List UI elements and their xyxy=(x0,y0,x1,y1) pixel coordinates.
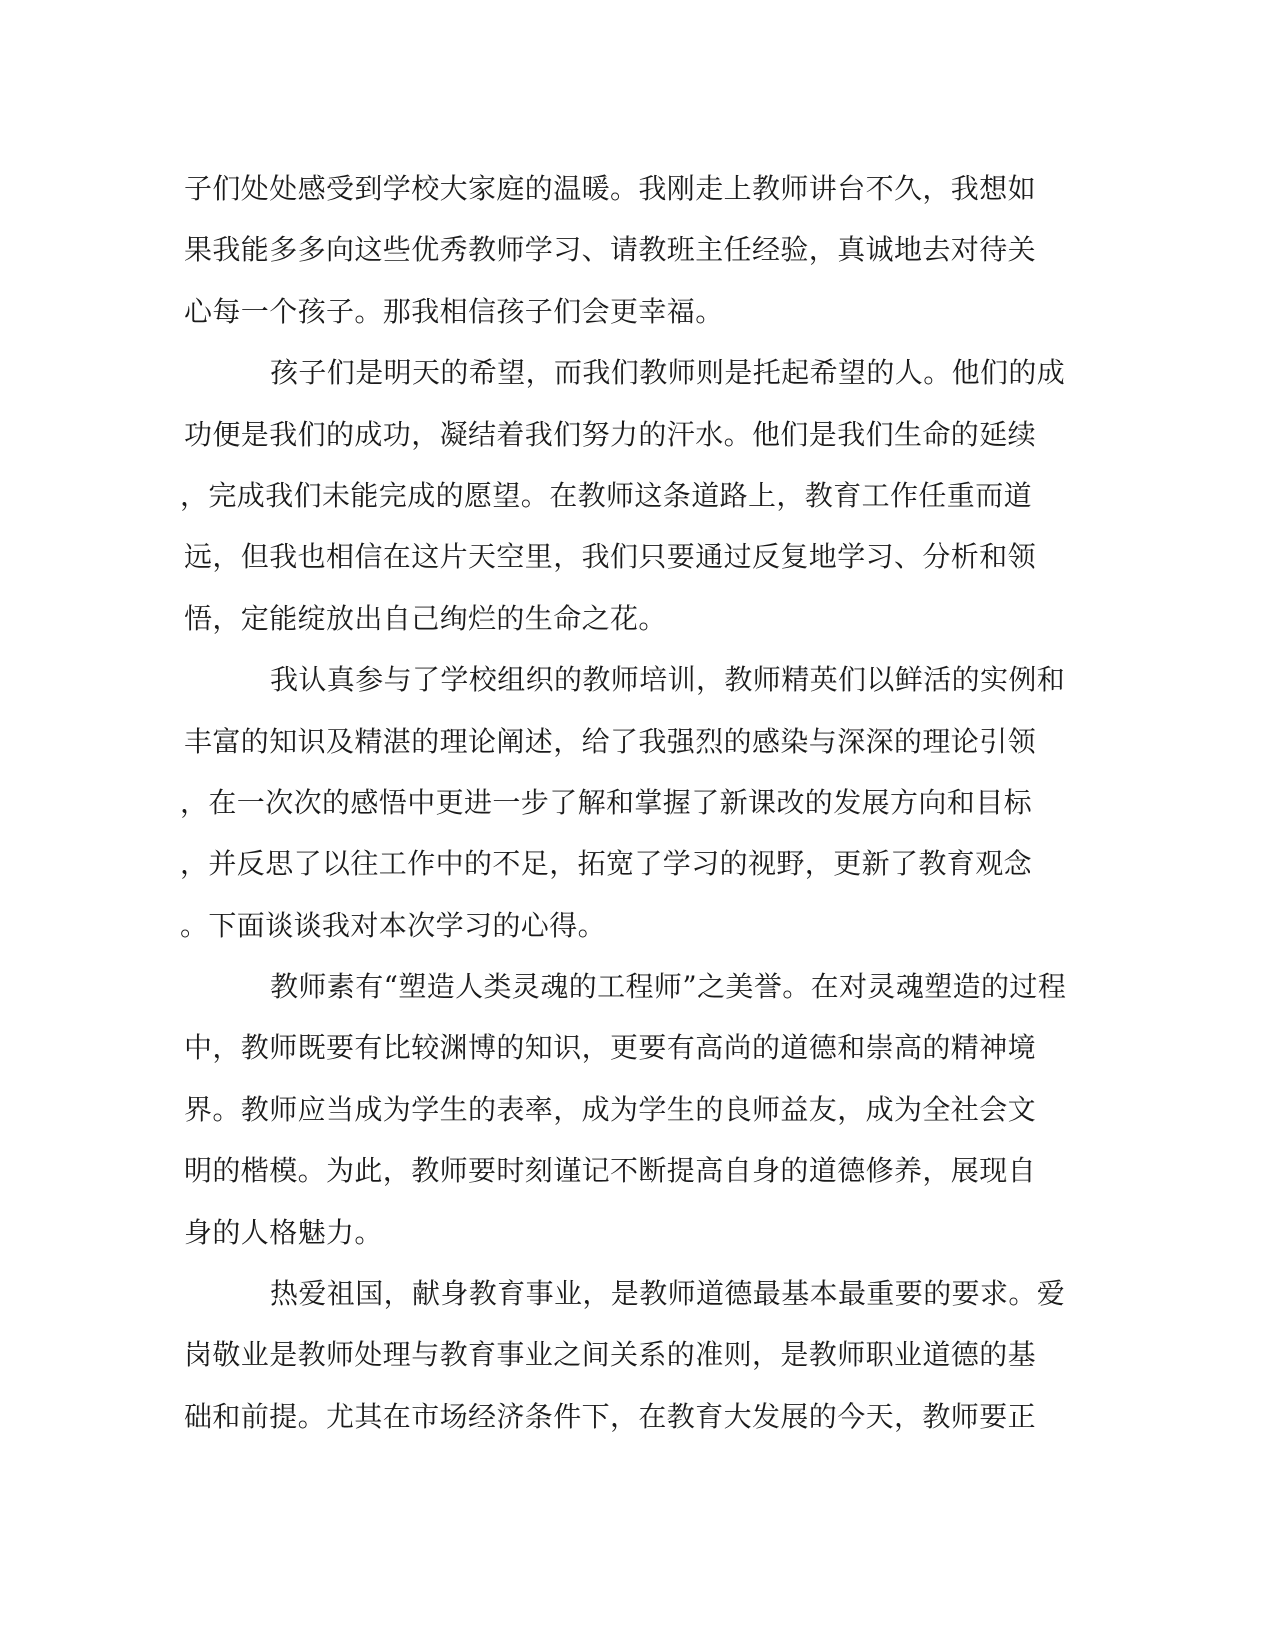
text-line: ，并反思了以往工作中的不足，拓宽了学习的视野，更新了教育观念 xyxy=(180,847,1033,881)
text-line: 岗敬业是教师处理与教育事业之间关系的准则，是教师职业道德的基 xyxy=(184,1338,1037,1372)
text-line: 子们处处感受到学校大家庭的温暖。我刚走上教师讲台不久，我想如 xyxy=(184,172,1037,205)
text-line: 心每一个孩子。那我相信孩子们会更幸福。 xyxy=(184,294,724,328)
text-line: 功便是我们的成功，凝结着我们努力的汗水。他们是我们生命的延续 xyxy=(184,417,1037,451)
text-line: 。下面谈谈我对本次学习的心得。 xyxy=(180,908,607,942)
text-line: 身的人格魅力。 xyxy=(184,1215,383,1249)
text-line: ，在一次次的感悟中更进一步了解和掌握了新课改的发展方向和目标 xyxy=(180,785,1033,819)
paragraph-first-line: 孩子们是明天的希望，而我们教师则是托起希望的人。他们的成 xyxy=(270,356,1066,390)
text-line: ，完成我们未能完成的愿望。在教师这条道路上，教育工作任重而道 xyxy=(180,478,1033,512)
paragraph-first-line: 我认真参与了学校组织的教师培训，教师精英们以鲜活的实例和 xyxy=(270,663,1066,697)
text-line: 悟，定能绽放出自己绚烂的生命之花。 xyxy=(184,601,667,635)
paragraph-first-line: 教师素有“塑造人类灵魂的工程师”之美誉。在对灵魂塑造的过程 xyxy=(270,970,1067,1004)
text-line: 础和前提。尤其在市场经济条件下，在教育大发展的今天，教师要正 xyxy=(184,1399,1037,1433)
text-line: 果我能多多向这些优秀教师学习、请教班主任经验，真诚地去对待关 xyxy=(184,233,1037,267)
paragraph-first-line: 热爱祖国，献身教育事业，是教师道德最基本最重要的要求。爱 xyxy=(270,1277,1066,1311)
document-body xyxy=(180,158,1084,1447)
text-line: 界。教师应当成为学生的表率，成为学生的良师益友，成为全社会文 xyxy=(184,1092,1037,1126)
text-line: 丰富的知识及精湛的理论阐述，给了我强烈的感染与深深的理论引领 xyxy=(184,724,1037,758)
text-line: 中，教师既要有比较渊博的知识，更要有高尚的道德和崇高的精神境 xyxy=(184,1031,1037,1065)
text-line: 明的楷模。为此，教师要时刻谨记不断提高自身的道德修养，展现自 xyxy=(184,1154,1037,1188)
text-line: 远，但我也相信在这片天空里，我们只要通过反复地学习、分析和领 xyxy=(184,540,1037,574)
